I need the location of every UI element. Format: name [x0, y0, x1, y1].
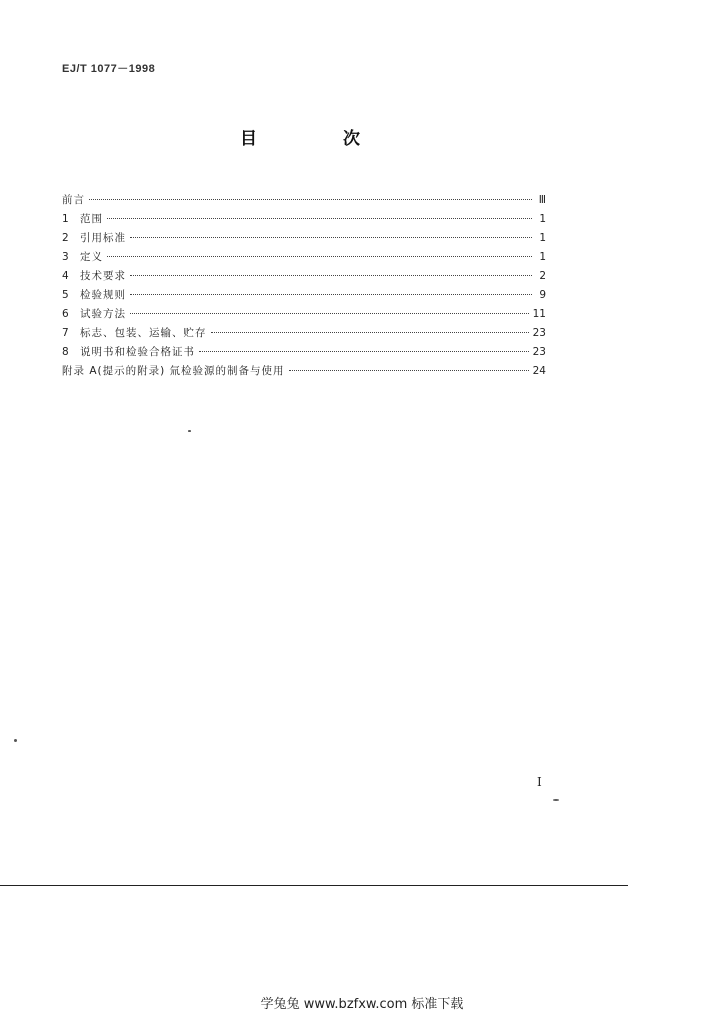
toc-entry-appendix-a	[62, 362, 546, 381]
toc-entry-manual-certificate	[62, 343, 546, 362]
toc-entry-label: 引用标准	[80, 232, 126, 244]
toc-entry-test-methods	[62, 305, 546, 324]
toc-entry-number: 3	[62, 251, 69, 263]
toc-entry-scope	[62, 210, 546, 229]
watermark-footer: 学兔兔 www.bzfxw.com 标准下载	[260, 997, 464, 1012]
toc-entry-label: 检验规则	[80, 289, 126, 301]
toc-entry-number: 7	[62, 327, 69, 339]
toc-leader-dots	[130, 237, 532, 238]
toc-entry-number: 2	[62, 232, 69, 244]
scan-speck	[14, 739, 17, 742]
toc-entry-number: 8	[62, 346, 69, 358]
toc-entry-inspection-rules	[62, 286, 546, 305]
toc-entry-number: 1	[62, 213, 69, 225]
toc-leader-dots	[211, 332, 529, 333]
toc-entry-page: 2	[539, 270, 546, 282]
toc-leader-dots	[107, 218, 532, 219]
document-code: EJ/T 1077－1998	[62, 63, 156, 75]
toc-entry-label: 试验方法	[80, 308, 126, 320]
toc-entry-label: 标志、包装、运输、贮存	[80, 327, 207, 339]
toc-entry-page: Ⅲ	[538, 194, 546, 206]
toc-entry-foreword	[62, 191, 546, 210]
toc-entry-page: 23	[532, 346, 546, 358]
toc-entry-marking-packaging	[62, 324, 546, 343]
toc-entry-page: 1	[539, 251, 546, 263]
toc-leader-dots	[107, 256, 532, 257]
toc-entry-definitions	[62, 248, 546, 267]
toc-leader-dots	[130, 294, 532, 295]
table-of-contents	[62, 191, 546, 381]
toc-entry-number: 6	[62, 308, 69, 320]
toc-leader-dots	[130, 275, 532, 276]
toc-entry-label: 附录 A(提示的附录) 氚检验源的制备与使用	[62, 365, 285, 377]
scan-speck	[188, 430, 191, 432]
scan-speck	[553, 799, 559, 801]
toc-entry-page: 11	[532, 308, 546, 320]
toc-leader-dots	[289, 370, 529, 371]
toc-entry-page: 23	[532, 327, 546, 339]
toc-leader-dots	[199, 351, 529, 352]
toc-entry-number: 5	[62, 289, 69, 301]
toc-entry-label: 范围	[80, 213, 103, 225]
toc-leader-dots	[89, 199, 532, 200]
toc-entry-page: 1	[539, 213, 546, 225]
footer-rule	[0, 885, 628, 886]
toc-entry-label: 前言	[62, 194, 85, 206]
toc-entry-label: 说明书和检验合格证书	[80, 346, 195, 358]
toc-entry-references	[62, 229, 546, 248]
toc-entry-page: 1	[539, 232, 546, 244]
toc-leader-dots	[130, 313, 529, 314]
toc-entry-page: 24	[532, 365, 546, 377]
toc-entry-label: 技术要求	[80, 270, 126, 282]
toc-entry-page: 9	[539, 289, 546, 301]
toc-entry-label: 定义	[80, 251, 103, 263]
toc-title: 目 次	[240, 129, 400, 149]
toc-entry-requirements	[62, 267, 546, 286]
toc-entry-number: 4	[62, 270, 69, 282]
page-number: I	[537, 775, 542, 789]
